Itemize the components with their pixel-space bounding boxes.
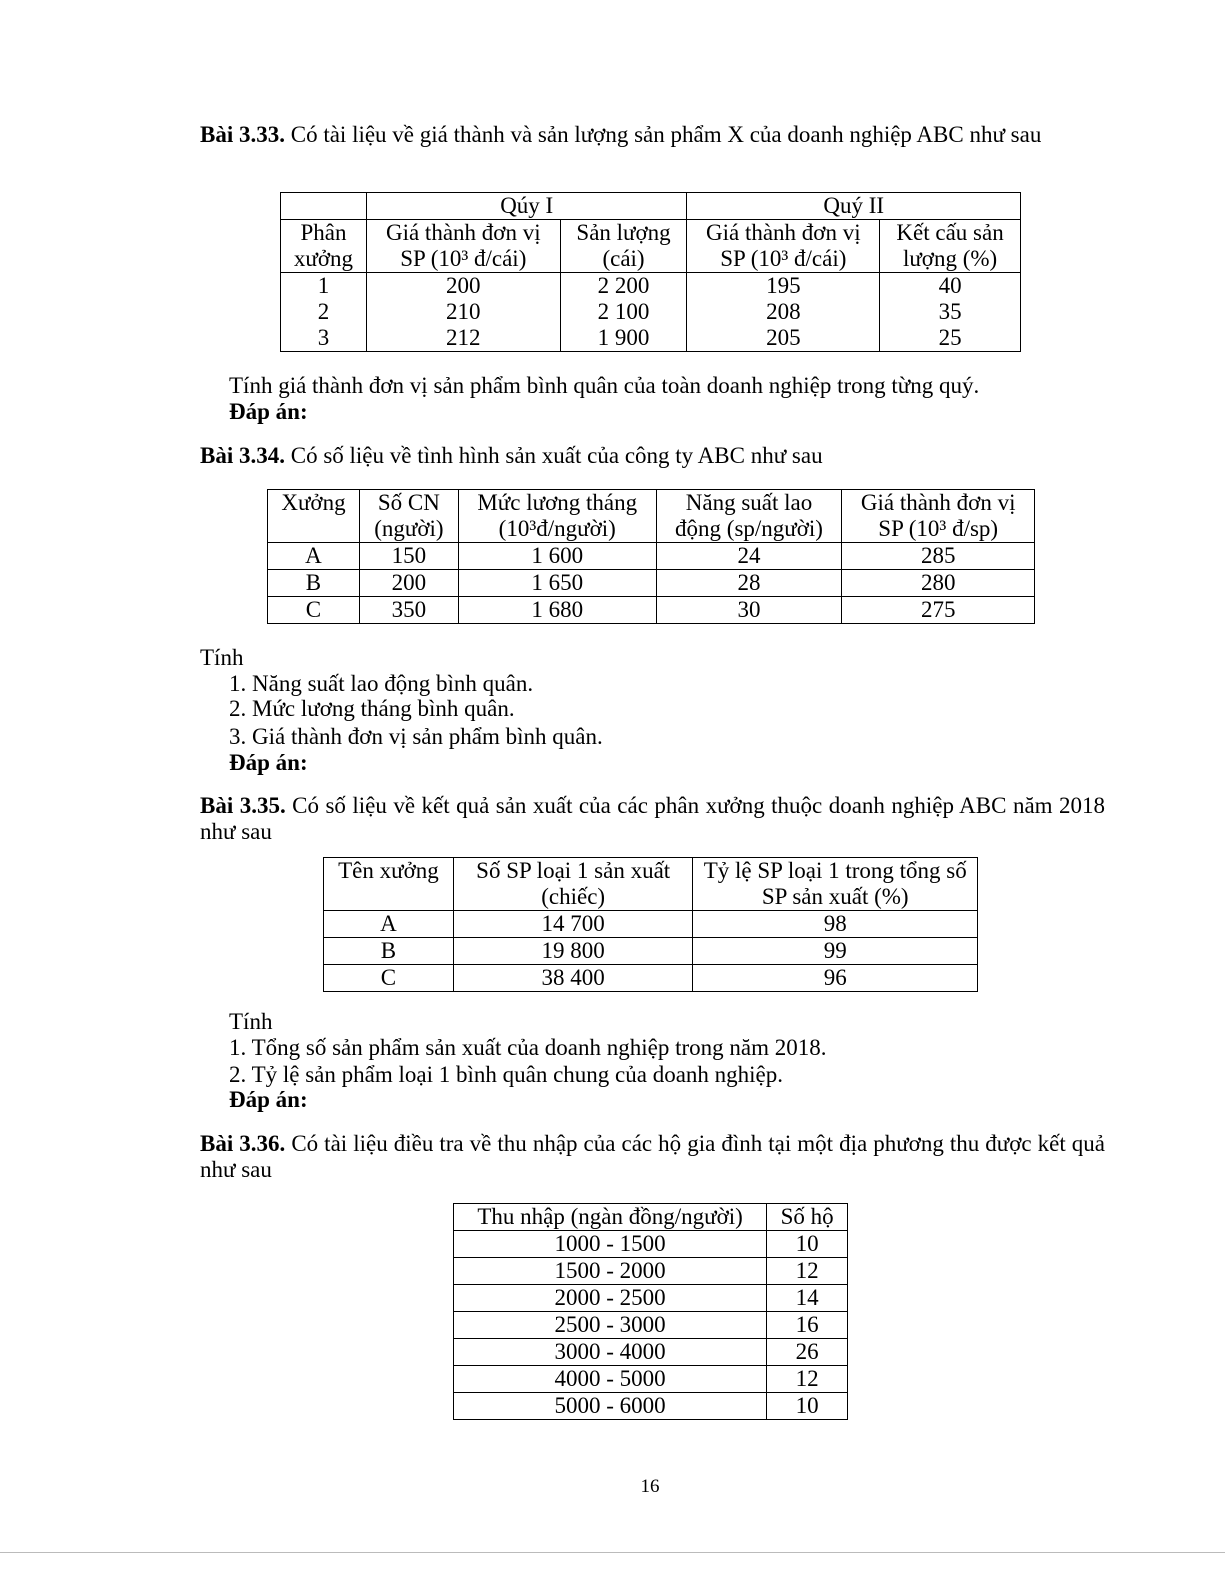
- group-header: Quý II: [687, 193, 1021, 220]
- table-cell: 10: [767, 1393, 848, 1420]
- table-cell: B: [324, 938, 454, 965]
- column-header: Kết cấu sản lượng (%): [880, 220, 1021, 273]
- table-cell: 99: [693, 938, 978, 965]
- column-header: Giá thành đơn vị SP (10³ đ/sp): [842, 490, 1035, 543]
- table-row: [454, 1285, 848, 1312]
- group-header: Qúy I: [366, 193, 687, 220]
- table-cell: 280: [842, 570, 1035, 597]
- task-label: Tính: [200, 645, 244, 670]
- task-item: 2. Tỷ lệ sản phẩm loại 1 bình quân chung của doanh nghiệp.: [229, 1062, 784, 1087]
- table-cell: 1: [281, 273, 367, 300]
- table-row: [268, 543, 1035, 570]
- table-row: [454, 1366, 848, 1393]
- table-cell: 10: [767, 1231, 848, 1258]
- exercise-label: Bài 3.33.: [200, 122, 285, 147]
- column-header: Tỷ lệ SP loại 1 trong tổng số SP sản xuất (%): [693, 858, 978, 911]
- table-cell: 30: [656, 597, 842, 624]
- table-row: [324, 938, 978, 965]
- column-header: Phân xưởng: [281, 220, 367, 273]
- table-cell: 12: [767, 1258, 848, 1285]
- answer-label: Đáp án:: [229, 1087, 308, 1112]
- table-row: [454, 1258, 848, 1285]
- table-cell: 2 100: [560, 299, 687, 325]
- table-cell: 24: [656, 543, 842, 570]
- table-cell: 28: [656, 570, 842, 597]
- task-item: 2. Mức lương tháng bình quân.: [229, 696, 515, 721]
- table-cell: 12: [767, 1366, 848, 1393]
- table-cell: 285: [842, 543, 1035, 570]
- table-row: [268, 597, 1035, 624]
- column-header: Sản lượng (cái): [560, 220, 687, 273]
- table-cell: 2: [281, 299, 367, 325]
- column-header: Năng suất lao động (sp/người): [656, 490, 842, 543]
- table-row: [281, 299, 1021, 325]
- table-3-33: [280, 192, 1021, 352]
- table-row: [324, 965, 978, 992]
- table-3-35: [323, 857, 978, 992]
- intro-text: Có số liệu về kết quả sản xuất của các phân xưởng thuộc doanh nghiệp ABC năm 2018 như sau: [200, 793, 1106, 844]
- column-header: Mức lương tháng (10³đ/người): [458, 490, 656, 543]
- intro-text: Có số liệu về tình hình sản xuất của công ty ABC như sau: [290, 443, 823, 468]
- table-row: [454, 1312, 848, 1339]
- table-cell: 2000 - 2500: [454, 1285, 767, 1312]
- column-header: Xưởng: [268, 490, 360, 543]
- table-cell: 98: [693, 911, 978, 938]
- table-cell: B: [268, 570, 360, 597]
- table-cell: A: [324, 911, 454, 938]
- table-cell: 14 700: [453, 911, 693, 938]
- table-cell: 150: [359, 543, 458, 570]
- table-cell: 16: [767, 1312, 848, 1339]
- table-cell: 212: [366, 325, 560, 352]
- exercise-label: Bài 3.35.: [200, 793, 286, 818]
- table-cell: 4000 - 5000: [454, 1366, 767, 1393]
- table-cell: 14: [767, 1285, 848, 1312]
- task-item: 1. Năng suất lao động bình quân.: [229, 671, 534, 696]
- answer-label: Đáp án:: [229, 399, 308, 424]
- table-row: [281, 273, 1021, 300]
- table-row: [268, 570, 1035, 597]
- table-cell: 25: [880, 325, 1021, 352]
- table-cell: 1500 - 2000: [454, 1258, 767, 1285]
- table-cell: 210: [366, 299, 560, 325]
- table-row: [454, 1393, 848, 1420]
- exercise-3-33-question: Tính giá thành đơn vị sản phẩm bình quân của toàn doanh nghiệp trong từng quý.: [229, 373, 980, 398]
- table-cell: 208: [687, 299, 880, 325]
- table-cell: 1000 - 1500: [454, 1231, 767, 1258]
- table-cell: 35: [880, 299, 1021, 325]
- table-row: [454, 1231, 848, 1258]
- table-cell: 2500 - 3000: [454, 1312, 767, 1339]
- table-cell: 5000 - 6000: [454, 1393, 767, 1420]
- answer-label: Đáp án:: [229, 750, 308, 775]
- task-item: 1. Tổng số sản phẩm sản xuất của doanh nghiệp trong năm 2018.: [229, 1035, 827, 1060]
- table-cell: C: [324, 965, 454, 992]
- table-3-36: [453, 1203, 848, 1420]
- exercise-3-34-intro: [200, 443, 1105, 469]
- exercise-3-33-intro: [200, 122, 1105, 148]
- table-3-34: [267, 489, 1035, 624]
- table-cell: 195: [687, 273, 880, 300]
- table-row: [281, 325, 1021, 352]
- task-item: 3. Giá thành đơn vị sản phẩm bình quân.: [229, 724, 603, 749]
- intro-text: Có tài liệu điều tra về thu nhập của các hộ gia đình tại một địa phương thu được kết quả như sau: [200, 1131, 1106, 1182]
- table-cell: 205: [687, 325, 880, 352]
- exercise-3-35-intro: [200, 793, 1105, 845]
- column-header: Giá thành đơn vị SP (10³ đ/cái): [687, 220, 880, 273]
- table-cell: 200: [359, 570, 458, 597]
- page-number: 16: [640, 1476, 660, 1497]
- table-cell: 3: [281, 325, 367, 352]
- column-header: Tên xưởng: [324, 858, 454, 911]
- table-cell: 19 800: [453, 938, 693, 965]
- page-divider: [0, 1552, 1225, 1553]
- column-header: Số CN (người): [359, 490, 458, 543]
- column-header: Số SP loại 1 sản xuất (chiếc): [453, 858, 693, 911]
- table-cell: 3000 - 4000: [454, 1339, 767, 1366]
- table-cell: 1 650: [458, 570, 656, 597]
- task-label: Tính: [229, 1009, 273, 1034]
- column-header: Giá thành đơn vị SP (10³ đ/cái): [366, 220, 560, 273]
- table-cell: 350: [359, 597, 458, 624]
- table-cell: 40: [880, 273, 1021, 300]
- table-cell: 26: [767, 1339, 848, 1366]
- exercise-label: Bài 3.34.: [200, 443, 285, 468]
- table-cell: 38 400: [453, 965, 693, 992]
- column-header: Thu nhập (ngàn đồng/người): [454, 1204, 767, 1231]
- intro-text: Có tài liệu về giá thành và sản lượng sản phẩm X của doanh nghiệp ABC như sau: [290, 122, 1042, 147]
- table-row: [454, 1339, 848, 1366]
- column-header: Số hộ: [767, 1204, 848, 1231]
- table-cell: 275: [842, 597, 1035, 624]
- exercise-3-36-intro: [200, 1131, 1105, 1183]
- table-row: [324, 911, 978, 938]
- table-cell: 1 600: [458, 543, 656, 570]
- table-cell: 96: [693, 965, 978, 992]
- table-cell: 200: [366, 273, 560, 300]
- exercise-label: Bài 3.36.: [200, 1131, 286, 1156]
- table-cell: 1 680: [458, 597, 656, 624]
- table-cell: 1 900: [560, 325, 687, 352]
- table-cell: 2 200: [560, 273, 687, 300]
- table-cell: C: [268, 597, 360, 624]
- table-cell: A: [268, 543, 360, 570]
